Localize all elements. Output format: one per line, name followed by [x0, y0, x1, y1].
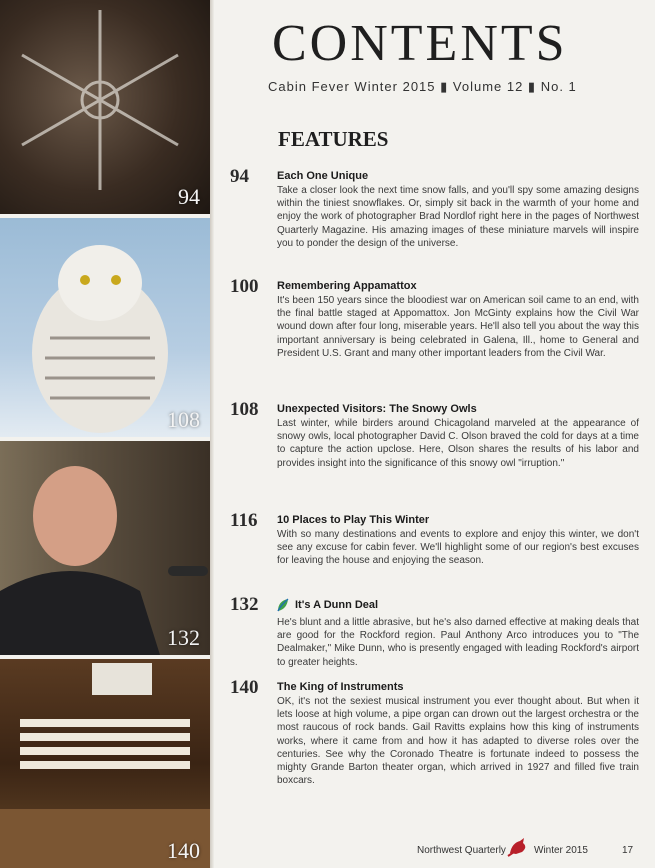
article-summary: Take a closer look the next time snow falls, and you'll spy some amazing designs within the tiniest snowflakes. Or, simply sit back in the warmth of your home and enjoy the work of photographer Brad Nordlof right here in the pages of Northwest Quarterly Magazine. His amazing images of these miniature marvels will inspire you to ponder the design of the universe.: [277, 185, 639, 249]
article-summary: OK, it's not the sexiest musical instrument you ever thought about. But when it lets loose at high volume, a pipe organ can drown out the largest orchestra or the most raucous of rock bands. Gail Ravitts explains how this king of instruments works, where it came from and how it has adapted to diverse roles over the centuries. See why the Coronado Theatre is fortunate indeed to possess the mighty Grande Barton theater organ, which arrived in 1927 and filled five train boxcars.: [277, 696, 639, 787]
article-page-number: 108: [230, 399, 259, 420]
article-title: It's A Dunn Deal: [295, 598, 379, 611]
article-title: Remembering Appamattox: [277, 280, 417, 292]
photo-page-number: 108: [167, 407, 200, 432]
page-title: CONTENTS: [272, 15, 568, 72]
article-title: Each One Unique: [277, 170, 369, 182]
article-page-number: 116: [230, 510, 258, 531]
article-summary: With so many destinations and events to explore and enjoy this winter, we don't see any excuse for cabin fever. We'll highlight some of our region's best excuses for leaving the house and enjoying the season.: [277, 529, 639, 567]
snowflake-icon: [0, 0, 210, 214]
pipe-organ-console-photo: [0, 659, 210, 868]
article-title: Unexpected Visitors: The Snowy Owls: [277, 403, 477, 415]
article-page-number: 100: [230, 276, 259, 297]
issue-subtitle: Cabin Fever Winter 2015 ▮ Volume 12 ▮ No. 1: [268, 79, 577, 94]
article-summary: It's been 150 years since the bloodiest war on American soil came to an end, with the final battle staged at Appomattox. Jon McGinty explains how the Civil War wound down after four long, miserable years. He'll also tell you about the way this important anniversary is being celebrated in Galena, Ill., home to General and President U.S. Grant and many other important leaders from the Civil War.: [277, 295, 639, 359]
article-summary: Last winter, while birders around Chicagoland marveled at the appearance of snowy owls, local photographer David C. Olson braved the cold for days at a time to capture the action upclose. Here, Olson shares the results of his labor and provides insight into the significance of this snowy owl "irruption.": [277, 418, 639, 469]
footer-page-number: 17: [622, 845, 634, 856]
speaker-portrait-photo: [0, 441, 210, 655]
cardinal-icon: [506, 837, 530, 857]
footer-publication: Northwest Quarterly: [417, 845, 506, 856]
article-title: 10 Places to Play This Winter: [277, 514, 430, 526]
article-page-number: 94: [230, 166, 249, 187]
article-summary: He's blunt and a little abrasive, but he's also darned effective at making deals that are good for the Rockford region. Paul Anthony Arco introduces you to "The Dealmaker," Mike Dunn, who is presently engaged with leading Rockford's airport to greater heights.: [277, 617, 639, 668]
article-title: The King of Instruments: [277, 681, 404, 693]
organ-icon: [0, 659, 210, 868]
leaf-logo-icon: [277, 598, 289, 612]
section-heading: FEATURES: [278, 127, 389, 151]
photo-page-number: 140: [167, 838, 200, 863]
article-page-number: 140: [230, 677, 259, 698]
article-title-row: [277, 598, 378, 612]
footer-issue: Winter 2015: [534, 845, 588, 856]
snowflake-photo: [0, 0, 210, 214]
portrait-icon: [0, 441, 210, 655]
article-page-number: 132: [230, 594, 259, 615]
photo-page-number: 132: [167, 625, 200, 650]
photo-page-number: 94: [178, 184, 200, 209]
photo-column: [0, 0, 210, 868]
page-gutter: [210, 0, 214, 868]
snowy-owl-photo: [0, 218, 210, 437]
owl-icon: [0, 218, 210, 437]
